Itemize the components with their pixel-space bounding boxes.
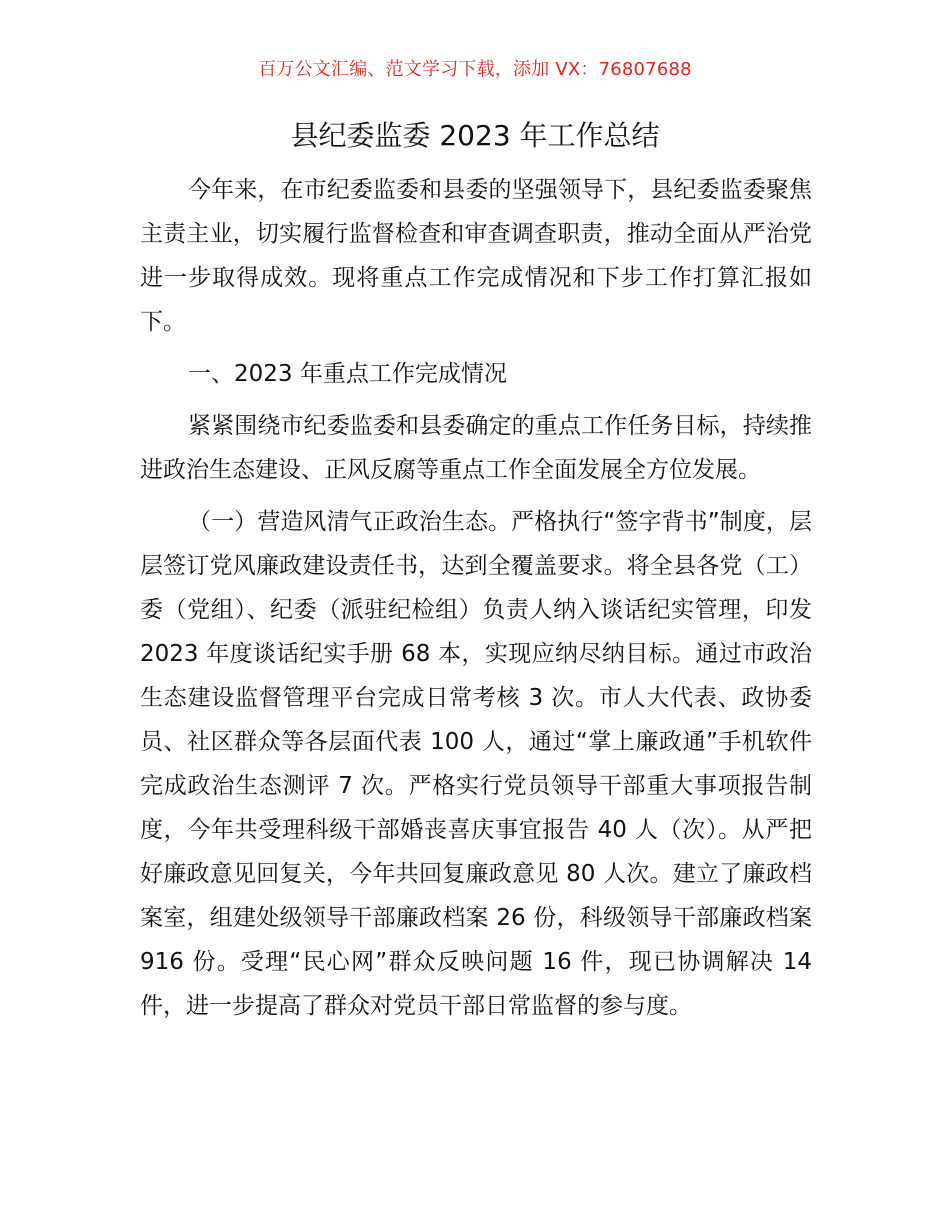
header-banner: 百万公文汇编、范文学习下载，添加 VX：76807688 bbox=[258, 59, 692, 80]
section-heading: 一、2023 年重点工作完成情况 bbox=[188, 361, 507, 387]
intro-paragraph: 今年来，在市纪委监委和县委的坚强领导下，县纪委监委聚焦主责主业，切实履行监督检查和审查调查职责，推动全面从严治党进一步取得成效。现将重点工作完成情况和下步工作打算汇报如下。 bbox=[140, 177, 812, 335]
subsection-paragraph: （一）营造风清气正政治生态。严格执行“签字背书”制度，层层签订党风廉政建设责任书，达到全覆盖要求。将全县各党（工）委（党组）、纪委（派驻纪检组）负责人纳入谈话纪实管理，印发 2023 年度谈话纪实手册 68 本，实现应纳尽纳目标。通过市政治生态建设监督管理平台完成日常考核 3 次。市人大代表、政协委员、社区群众等各层面代表 100 人，通过“掌上廉政通”手机软件完成政治生态测评 7 次。严格实行党员领导干部重大事项报告制度，今年共受理科级干部婚丧喜庆事宜报告 40 人（次）。从严把好廉政意见回复关，今年共回复廉政意见 80 人次。建立了廉政档案室，组建处级领导干部廉政档案 26 份，科级领导干部廉政档案 916 份。受理“民心网”群众反映问题 16 件，现已协调解决 14 件，进一步提高了群众对党员干部日常监督的参与度。 bbox=[140, 509, 812, 1019]
document-body bbox=[140, 168, 812, 1036]
document-title: 县纪委监委 2023 年工作总结 bbox=[290, 119, 660, 152]
section-intro-paragraph: 紧紧围绕市纪委监委和县委确定的重点工作任务目标，持续推进政治生态建设、正风反腐等重点工作全面发展全方位发展。 bbox=[140, 413, 812, 483]
